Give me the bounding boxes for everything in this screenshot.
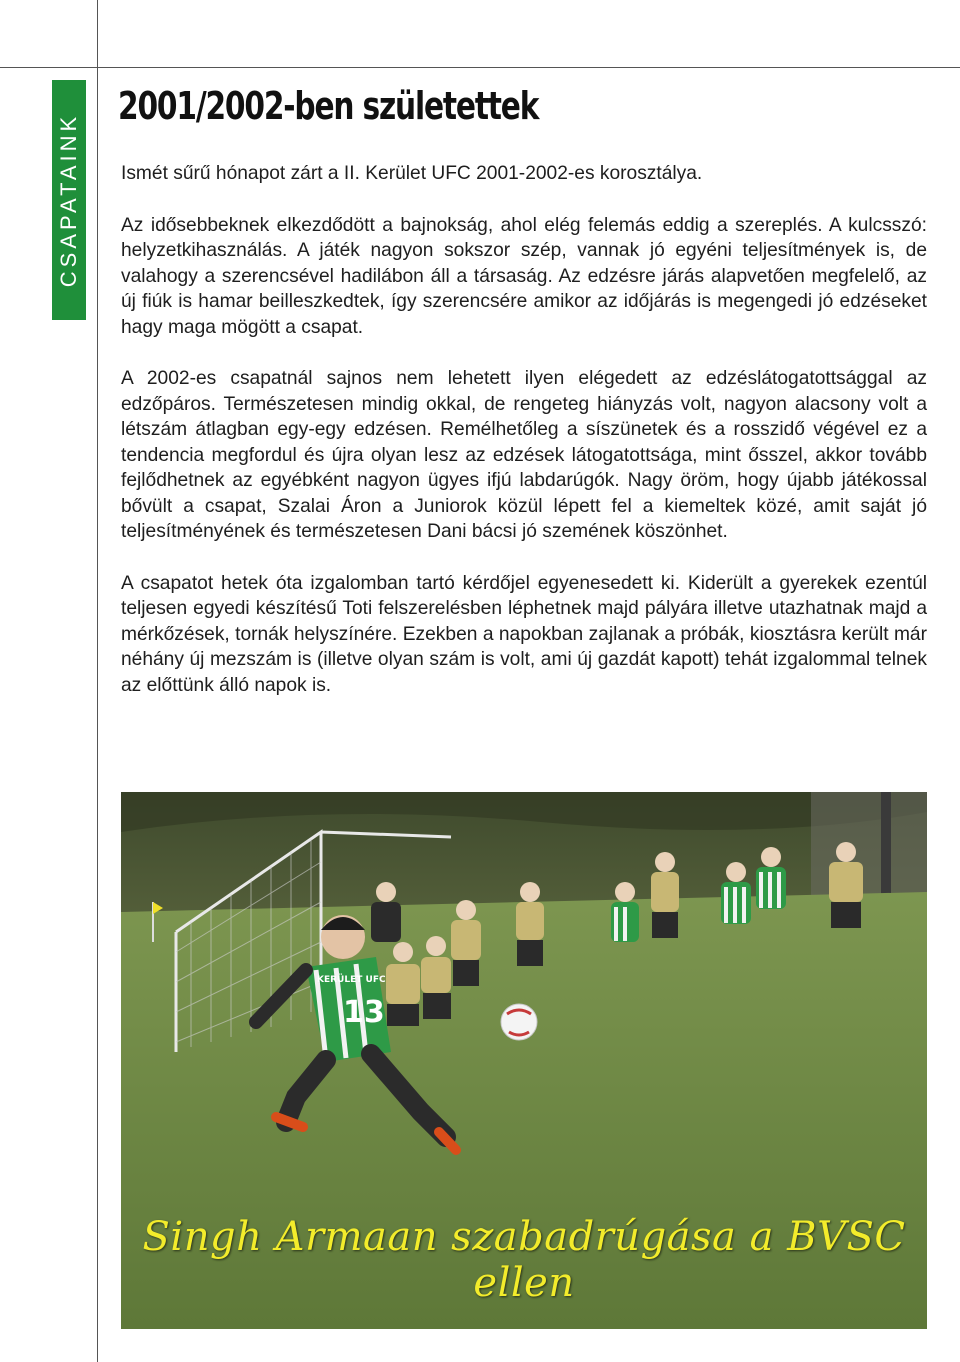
paragraph-1: Ismét sűrű hónapot zárt a II. Kerület UFC 2001-2002-es korosztálya. <box>121 163 703 184</box>
article-body <box>121 161 927 724</box>
article-title: 2001/2002-ben születettek <box>118 84 539 128</box>
paragraph-4: A csapatot hetek óta izgalomban tartó kérdőjel egyenesedett ki. Kiderült a gyerekek ezentúl teljesen egyedi készítésű Toti felszerelésben léphetnek majd pályára illetve utazhatnak majd a mérkőzések, tornák helyszínére. Ezekben a napokban zajlanak a próbák, kiosztásra került már néhány új mezszám is (illetve olyan szám is volt, ami új gazdát kapott) tehát izgalommal telnek az előttünk álló napok is. <box>121 572 927 696</box>
shirt-number: 13 <box>343 995 385 1030</box>
margin-rule <box>97 0 98 1362</box>
ball <box>501 1004 537 1040</box>
match-photo <box>121 792 927 1329</box>
shirt-text: KERÜLET UFC <box>317 975 386 985</box>
photo-caption: Singh Armaan szabadrúgása a BVSC ellen <box>142 1214 906 1306</box>
paragraph-3: A 2002-es csapatnál sajnos nem lehetett ilyen elégedett az edzéslátogatottsággal az edzőpáros. Természetesen mindig okkal, de rengeteg hiányzás volt, nagyon alacsony volt a létszám átlagban egy-egy edzésen. Remélhetőleg a síszünetek és a rosszidő végével ez a tendencia megfordul és újra olyan lesz az edzések látogatottsága, mint ősszel, akkor tovább fejlődhetnek az egyébként nagyon ügyes ifjú labdarúgók. Nagy öröm, hogy újabb játékossal bővült a csapat, Szalai Áron a Juniorok közül lépett fel a kiemeltek közé, amit saját jó teljesítményének és természetesen Dani bácsi jó szemének köszönhet. <box>121 368 927 542</box>
header-rule <box>0 67 960 68</box>
section-tab-label: CSAPATAINK <box>56 112 82 288</box>
paragraph-2: Az idősebbeknek elkezdődött a bajnokság, ahol elég felemás eddig a szereplés. A kulcsszó: helyzetkihasználás. A játék nagyon sokszor szép, vannak jó egyéni teljesítmények is, de valahogy a szerencsével hadilábon áll a társaság. Az edzésre járás alapvetően megfelelő, az új fiúk is hamar beilleszkedtek, így szerencsére amikor az időjárás is megengedi jó edzéseket hagy maga mögött a csapat. <box>121 214 927 338</box>
section-tab <box>52 80 86 320</box>
